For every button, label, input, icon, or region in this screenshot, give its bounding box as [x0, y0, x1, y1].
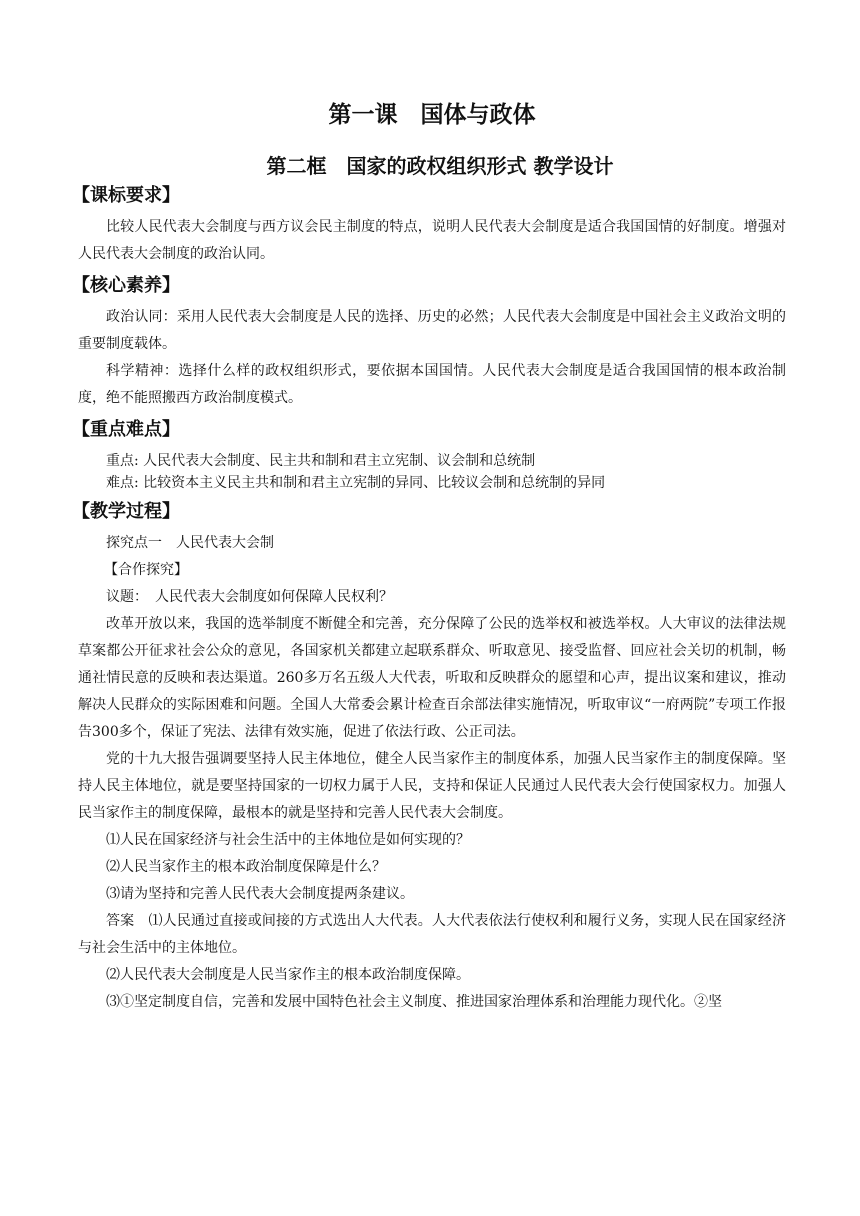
question-3: ⑶请为坚持和完善人民代表大会制度提两条建议。 [106, 886, 414, 902]
curriculum-text: 比较人民代表大会制度与西方议会民主制度的特点，说明人民代表大会制度是适合我国国情的好制度。增强对人民代表大会制度的政治认同。 [78, 219, 786, 262]
question-1: ⑴人民在国家经济与社会生活中的主体地位是如何实现的？ [106, 832, 470, 848]
inquiry-point: 探究点一 人民代表大会制 [106, 535, 274, 551]
material-paragraph-2: 党的十九大报告强调要坚持人民主体地位，健全人民当家作主的制度体系，加强人民当家作主的制度保障。坚持人民主体地位，就是要坚持国家的一切权力属于人民，支持和保证人民通过人民代表大会行使国家权力。加强人民当家作主的制度保障，最根本的就是坚持和完善人民代表大会制度。 [78, 751, 786, 821]
keypoint-difficulty: 难点: 比较资本主义民主共和制和君主立宪制的异同、比较议会制和总统制的异同 [106, 475, 606, 491]
answer-1: 答案 ⑴人民通过直接或间接的方式选出人大代表。人大代表依法行使权利和履行义务，实现人民在国家经济与社会生活中的主体地位。 [78, 913, 786, 956]
literacy-scientific: 科学精神：选择什么样的政权组织形式，要依据本国国情。人民代表大会制度是适合我国国情的根本政治制度，绝不能照搬西方政治制度模式。 [78, 363, 786, 406]
answer-2: ⑵人民代表大会制度是人民当家作主的根本政治制度保障。 [106, 967, 470, 983]
literacy-political: 政治认同：采用人民代表大会制度是人民的选择、历史的必然；人民代表大会制度是中国社会主义政治文明的重要制度载体。 [78, 309, 786, 352]
discussion-topic: 议题： 人民代表大会制度如何保障人民权利？ [106, 589, 393, 605]
document-page [72, 100, 786, 1016]
keypoint-focus: 重点: 人民代表大会制度、民主共和制和君主立宪制、议会制和总统制 [106, 453, 536, 469]
section-heading-curriculum: 【课标要求】 [72, 185, 180, 206]
cooperative-inquiry-label: 【合作探究】 [104, 562, 188, 578]
section-heading-literacy: 【核心素养】 [72, 275, 180, 296]
material-paragraph-1: 改革开放以来，我国的选举制度不断健全和完善，充分保障了公民的选举权和被选举权。人大审议的法律法规草案都公开征求社会公众的意见，各国家机关都建立起联系群众、听取意见、接受监督、回应社会关切的机制，畅通社情民意的反映和表达渠道。260多万名五级人大代表，听取和反映群众的愿望和心声，提出议案和建议，推动解决人民群众的实际困难和问题。全国人大常委会累计检查百余部法律实施情况，听取审议“一府两院”专项工作报告300多个，保证了宪法、法律有效实施，促进了依法行政、公正司法。 [78, 616, 786, 740]
lesson-title: 第一课 国体与政体 [328, 102, 536, 128]
question-2: ⑵人民当家作主的根本政治制度保障是什么？ [106, 859, 386, 875]
section-heading-keypoints: 【重点难点】 [72, 419, 180, 440]
lesson-subtitle: 第二框 国家的政权组织形式 教学设计 [266, 154, 614, 178]
section-heading-process: 【教学过程】 [72, 501, 180, 522]
answer-3: ⑶①坚定制度自信，完善和发展中国特色社会主义制度、推进国家治理体系和治理能力现代化。②坚 [106, 994, 722, 1010]
